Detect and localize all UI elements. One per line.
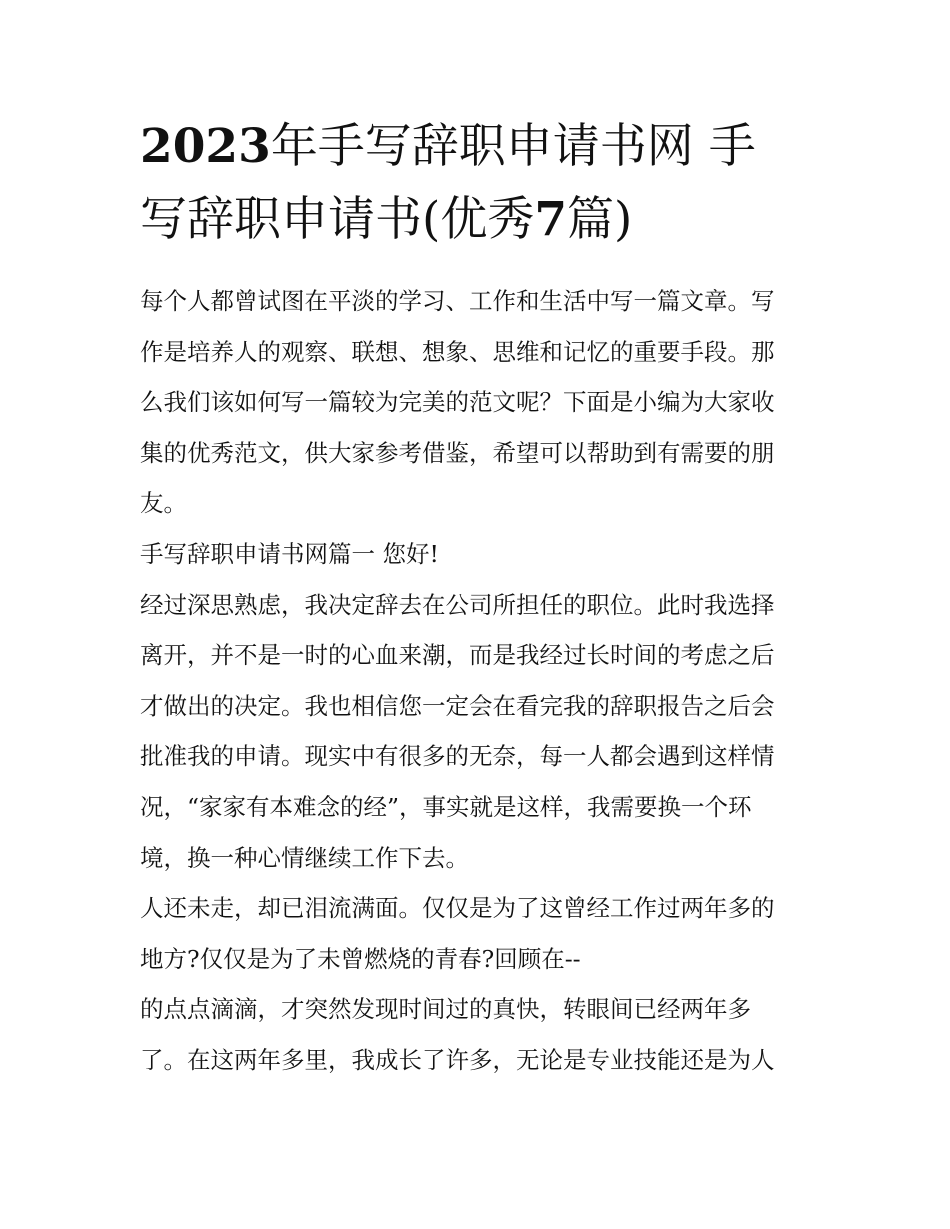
title-line-1-text: 年手写辞职申请书网 手 — [270, 119, 756, 174]
body-line: 作是培养人的观察、联想、想象、思维和记忆的重要手段。那 — [140, 337, 775, 366]
body-line: 的点点滴滴，才突然发现时间过的真快，转眼间已经两年多 — [140, 995, 751, 1024]
body-line: 地方?仅仅是为了未曾燃烧的青春?回顾在-- — [140, 944, 581, 973]
title-line-2-text-b: 篇) — [567, 192, 633, 247]
body-line: 了。在这两年多里，我成长了许多，无论是专业技能还是为人 — [140, 1045, 775, 1074]
title-count: 7 — [534, 192, 568, 247]
body-line: 么我们该如何写一篇较为完美的范文呢？下面是小编为大家收 — [140, 388, 775, 417]
title-line-2-text-a: 写辞职申请书(优秀 — [140, 192, 535, 247]
title-year: 2023 — [140, 119, 271, 174]
body-line: 人还未走，却已泪流满面。仅仅是为了这曾经工作过两年多的 — [140, 894, 775, 923]
body-line: 每个人都曾试图在平淡的学习、工作和生活中写一篇文章。写 — [140, 287, 775, 315]
body-line: 况，“家家有本难念的经”，事实就是这样，我需要换一个环 — [140, 792, 752, 821]
body-line: 离开，并不是一时的心血来潮，而是我经过长时间的考虑之后 — [140, 641, 775, 670]
document-body — [140, 276, 820, 1086]
body-line: 批准我的申请。现实中有很多的无奈，每一人都会遇到这样情 — [140, 742, 775, 771]
body-line: 经过深思熟虑，我决定辞去在公司所担任的职位。此时我选择 — [140, 590, 775, 619]
body-line: 友。 — [140, 489, 187, 518]
body-line: 集的优秀范文，供大家参考借鉴，希望可以帮助到有需要的朋 — [140, 438, 775, 467]
section-heading: 手写辞职申请书网篇一 您好! — [140, 539, 439, 568]
body-line: 境，换一种心情继续工作下去。 — [140, 843, 469, 872]
title-line-1 — [140, 110, 820, 183]
document-title — [140, 110, 820, 256]
body-line: 才做出的决定。我也相信您一定会在看完我的辞职报告之后会 — [140, 691, 775, 720]
title-line-2 — [140, 183, 820, 256]
